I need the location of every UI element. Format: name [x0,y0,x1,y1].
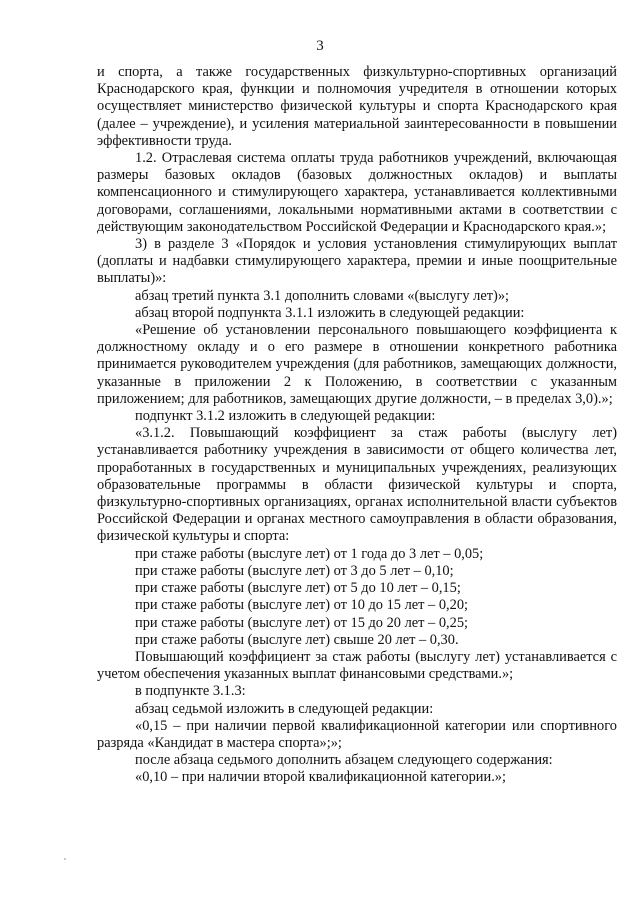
list-item: при стаже работы (выслуге лет) свыше 20 лет – 0,30. [135,631,459,648]
paragraph: абзац седьмой изложить в следующей редакции: [135,700,434,717]
paragraph: и спорта, а также государственных физкультурно-спортивных организаций Краснодарского края, функции и полномочия учредителя в отношении которых осуществляет министерство физической культуры и спорта Краснодарского края (далее – учреждение), и усиления материальной заинтересованности в повышении эффективности труда. [97,64,617,149]
list-item: при стаже работы (выслуге лет) от 1 года до 3 лет – 0,05; [135,545,484,562]
paragraph: подпункт 3.1.2 изложить в следующей редакции: [135,408,436,425]
paragraph: 3) в разделе 3 «Порядок и условия установления стимулирующих выплат (доплаты и надбавки стимулирующего характера, премии и иные поощрительные выплаты)»: [97,236,617,287]
list-item: при стаже работы (выслуге лет) от 3 до 5 лет – 0,10; [135,562,454,579]
paragraph: абзац третий пункта 3.1 дополнить словами «(выслугу лет)»; [135,287,510,304]
list-item: при стаже работы (выслуге лет) от 10 до 15 лет – 0,20; [135,597,469,614]
page-number: 3 [316,38,324,54]
scan-speck [64,858,66,860]
paragraph: «Решение об установлении персонального повышающего коэффициента к должностному окладу и о его размере в отношении конкретного работника принимается руководителем учреждения (для работников, замещающих должности, указанные в приложении 2 к Положению, в соответствии с указанным приложением; для работников, замещающих другие должности, – в пределах 3,0).»; [97,322,617,407]
paragraph: Повышающий коэффициент за стаж работы (выслугу лет) устанавливается с учетом обеспечения указанных выплат финансовыми средствами.»; [97,648,617,683]
paragraph: 1.2. Отраслевая система оплаты труда работников учреждений, включающая размеры базовых окладов (базовых должностных окладов) и выплаты компенсационного и стимулирующего характера, устанавливается коллективными договорами, соглашениями, локальными нормативными актами в соответствии с действующим законодательством Российской Федерации и Краснодарского края.»; [97,150,617,235]
document-body [97,64,617,787]
paragraph: «3.1.2. Повышающий коэффициент за стаж работы (выслугу лет) устанавливается работнику учреждения в зависимости от общего количества лет, проработанных в государственных и муниципальных учреждениях, реализующих образовательные программы в области физической культуры и спорта, физкультурно-спортивных организациях, органах исполнительной власти субъектов Российской Федерации и органах местного самоуправления в области образования, физической культуры и спорта: [97,425,617,545]
paragraph: «0,15 – при наличии первой квалификационной категории или спортивного разряда «Кандидат в мастера спорта»;»; [97,717,617,751]
list-item: при стаже работы (выслуге лет) от 5 до 10 лет – 0,15; [135,580,461,597]
list-item: при стаже работы (выслуге лет) от 15 до 20 лет – 0,25; [135,614,469,631]
paragraph: в подпункте 3.1.3: [135,683,246,700]
paragraph: после абзаца седьмого дополнить абзацем следующего содержания: [135,752,553,769]
paragraph: абзац второй подпункта 3.1.1 изложить в следующей редакции: [135,304,525,321]
paragraph: «0,10 – при наличии второй квалификационной категории.»; [135,769,506,786]
